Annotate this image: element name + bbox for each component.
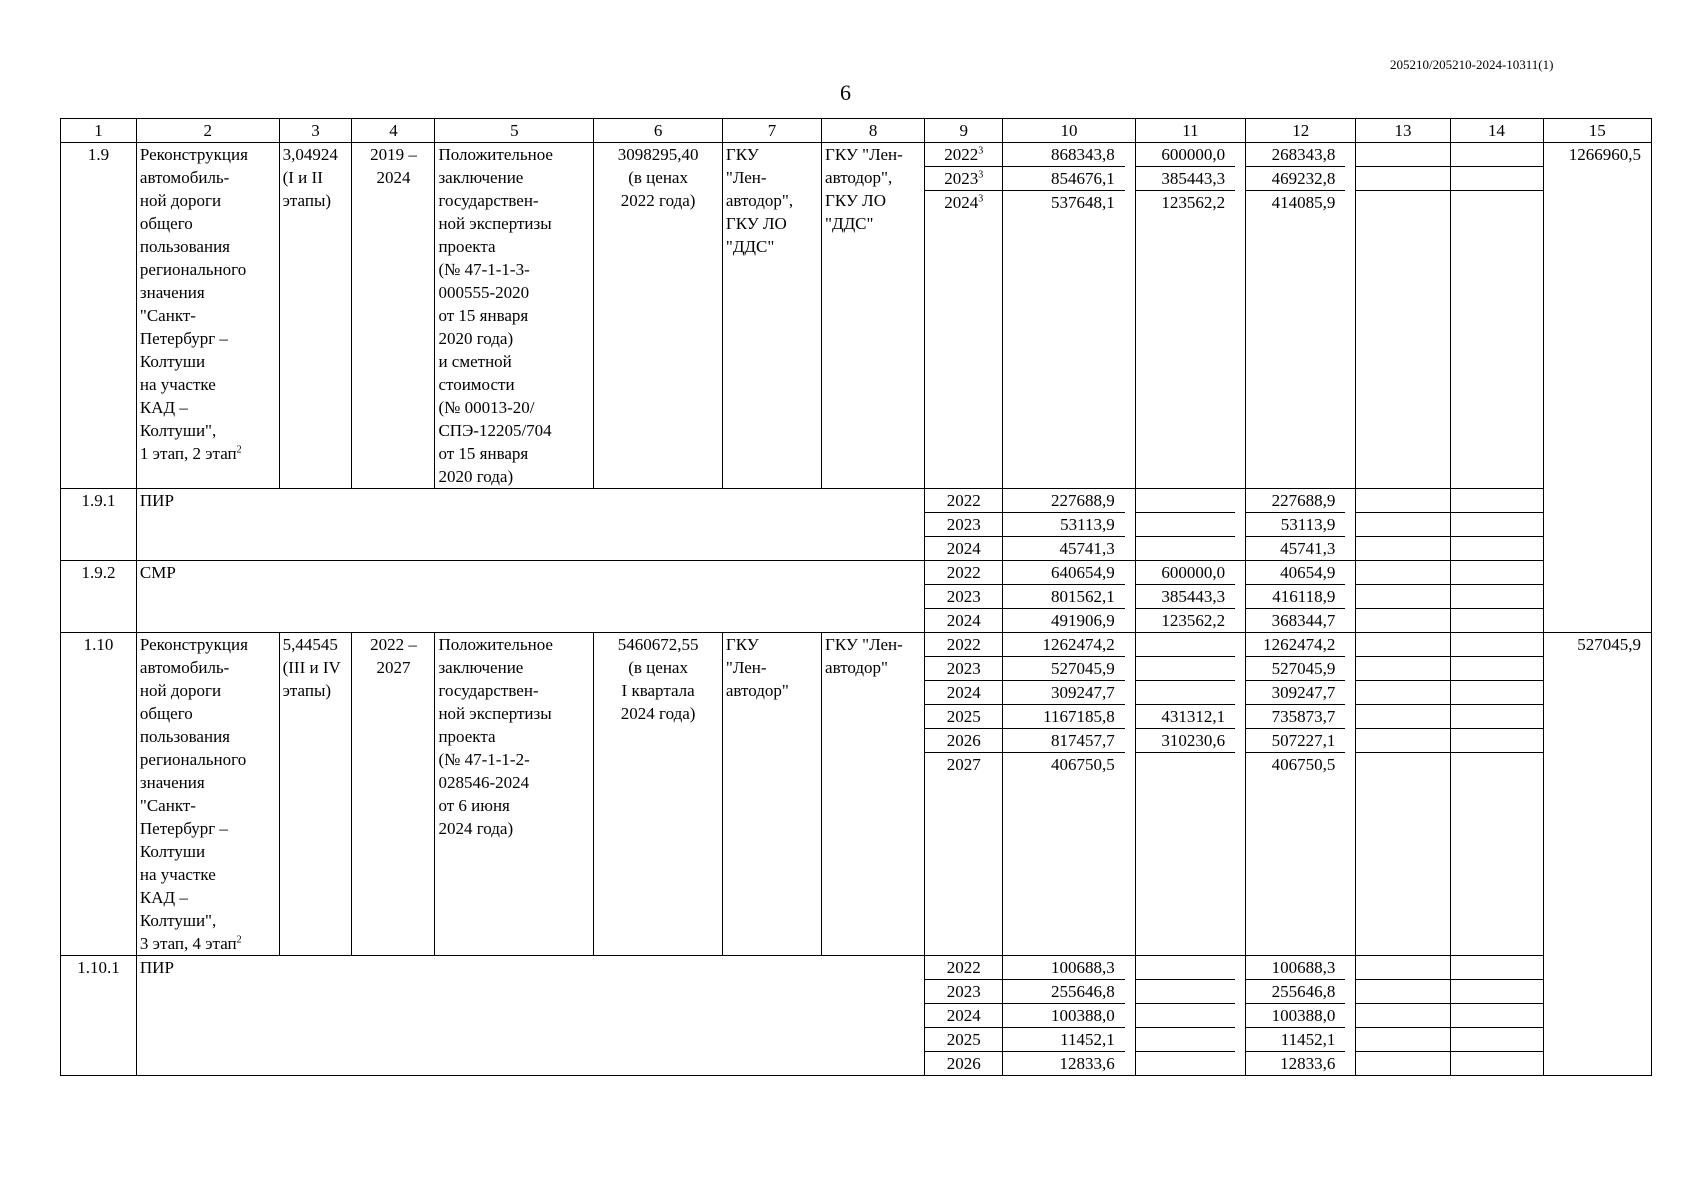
total-amount [1003,1004,1125,1028]
regional-amount-value: 406750,5 [1271,755,1336,774]
regional-amount [1246,609,1345,632]
year-value: 2024 [946,683,981,702]
year [925,513,1002,537]
column-number-row [61,119,1652,143]
total-amount-value: 1167185,8 [1043,707,1115,726]
total-amount [1003,633,1125,657]
col13-line [1356,167,1449,191]
column-number: 3 [279,119,352,143]
total-amount [1003,705,1125,729]
regional-amount [1246,980,1345,1004]
total-amount [1003,729,1125,753]
col13-line [1356,143,1449,167]
col14-line-cell [1450,956,1543,1076]
year-value: 2022 [944,145,979,164]
total-amount [1003,513,1125,537]
year-value: 2024 [946,539,981,558]
year-value: 2027 [946,755,981,774]
federal-amount-value: 431312,1 [1161,707,1226,726]
year-value: 2024 [946,611,981,630]
regional-amount [1246,1028,1345,1052]
sub-row-number: 1.9.2 [61,561,137,633]
sub-row-number: 1.9.1 [61,489,137,561]
year [925,657,1002,681]
year-cell [925,956,1003,1076]
year [925,1052,1002,1075]
year [925,609,1002,632]
col14-line [1451,1028,1543,1052]
regional-amount-value: 507227,1 [1271,731,1336,750]
federal-amount [1136,705,1235,729]
col13-line [1356,585,1449,609]
year [925,143,1002,167]
regional-amount [1246,561,1345,585]
total-amount-value: 227688,9 [1051,491,1115,510]
federal-amount [1136,143,1235,167]
total-amount [1003,980,1125,1004]
year [925,489,1002,513]
federal-amount [1136,489,1235,513]
regional-amount-value: 227688,9 [1271,491,1336,510]
regional-amount-value: 368344,7 [1271,611,1336,630]
col14-line [1451,729,1543,753]
total-amount [1003,657,1125,681]
col13-line [1356,489,1449,513]
year [925,705,1002,729]
regional-amount [1246,705,1345,729]
year [925,753,1002,776]
col13-line-cell [1356,489,1450,561]
total-amount [1003,753,1125,776]
year [925,1004,1002,1028]
total-amount-value: 1262474,2 [1042,635,1115,654]
col13-line [1356,191,1449,214]
federal-amount [1136,1004,1235,1028]
column-number: 13 [1356,119,1450,143]
year [925,537,1002,560]
year-cell [925,143,1003,489]
total-amount [1003,585,1125,609]
federal-amount-value: 123562,2 [1161,193,1226,212]
regional-amount [1246,143,1345,167]
col14-line [1451,561,1543,585]
year-value: 2022 [946,491,981,510]
federal-amount [1136,513,1235,537]
column-number: 8 [822,119,925,143]
col14-line [1451,513,1543,537]
regional-amount-cell [1246,561,1356,633]
implementation-period: 2019 – 2024 [352,143,435,489]
col14-line [1451,1004,1543,1028]
regional-amount-value: 53113,9 [1280,515,1336,534]
year-value: 2024 [946,1006,981,1025]
row-number: 1.9 [61,143,137,489]
regional-amount [1246,537,1345,560]
col13-line-cell [1356,143,1450,489]
regional-amount-value: 255646,8 [1271,982,1336,1001]
column-number: 12 [1246,119,1356,143]
total-amount-value: 537648,1 [1051,193,1115,212]
col14-line [1451,143,1543,167]
page-number: 6 [840,80,851,105]
year [925,681,1002,705]
footnote-marker: 3 [978,193,984,205]
column-number: 10 [1003,119,1136,143]
column-number: 9 [925,119,1003,143]
total-amount-value: 12833,6 [1059,1054,1115,1073]
regional-amount-value: 309247,7 [1271,683,1336,702]
total-amount [1003,167,1125,191]
col13-line [1356,729,1449,753]
federal-amount [1136,956,1235,980]
federal-amount-value: 385443,3 [1161,169,1226,188]
total-amount-value: 640654,9 [1051,563,1115,582]
year-value: 2022 [946,635,981,654]
regional-amount [1246,1052,1345,1075]
object-name [136,143,279,489]
road-length: 5,44545 (III и IV этапы) [279,633,352,956]
col14-line-cell [1450,633,1543,956]
federal-amount [1136,191,1235,214]
regional-amount-value: 735873,7 [1271,707,1336,726]
col13-line [1356,609,1449,632]
total-amount [1003,1052,1125,1075]
total-amount-value: 406750,5 [1051,755,1115,774]
col13-line [1356,1004,1449,1028]
total-amount-value: 527045,9 [1051,659,1115,678]
year-value: 2023 [946,587,981,606]
total-amount-cell [1003,561,1136,633]
total-amount [1003,956,1125,980]
total-amount-cell [1003,956,1136,1076]
col14-line [1451,489,1543,513]
total-amount-cell [1003,143,1136,489]
regional-amount-value: 100688,3 [1271,958,1336,977]
column-number: 15 [1543,119,1651,143]
federal-amount [1136,561,1235,585]
col14-line [1451,1052,1543,1075]
col13-line-cell [1356,956,1450,1076]
col14-line [1451,609,1543,632]
sub-item-name: ПИР [136,956,924,1076]
total-amount-value: 309247,7 [1051,683,1115,702]
regional-amount-value: 527045,9 [1271,659,1336,678]
col14-line-cell [1450,561,1543,633]
subproject-row [61,956,1652,1076]
col14-line [1451,537,1543,560]
regional-amount [1246,633,1345,657]
total-amount-value: 801562,1 [1051,587,1115,606]
year [925,167,1002,191]
regional-amount [1246,729,1345,753]
state-customer: ГКУ "Лен- автодор" [722,633,821,956]
regional-amount-value: 268343,8 [1271,145,1336,164]
implementation-period: 2022 – 2027 [352,633,435,956]
total-amount-value: 53113,9 [1060,515,1115,534]
year [925,729,1002,753]
col13-line [1356,753,1449,776]
footnote-marker: 3 [978,145,984,157]
road-length: 3,04924 (I и II этапы) [279,143,352,489]
column-number: 5 [435,119,594,143]
total-amount-value: 817457,7 [1051,731,1115,750]
regional-amount-cell [1246,143,1356,489]
regional-amount-value: 11452,1 [1280,1030,1336,1049]
year-value: 2025 [946,707,981,726]
year-value: 2023 [946,515,981,534]
col13-line [1356,513,1449,537]
total-amount-value: 868343,8 [1051,145,1115,164]
federal-amount [1136,633,1235,657]
year [925,633,1002,657]
column-15-value: 1266960,5 [1543,143,1651,633]
sub-item-name: СМР [136,561,924,633]
regional-amount-value: 45741,3 [1280,539,1336,558]
year-value: 2023 [946,659,981,678]
federal-amount-value: 600000,0 [1161,145,1226,164]
col13-line [1356,657,1449,681]
column-number: 6 [594,119,723,143]
regional-amount [1246,513,1345,537]
state-customer: ГКУ "Лен- автодор", ГКУ ЛО "ДДС" [722,143,821,489]
col14-line [1451,167,1543,191]
total-amount-value: 11452,1 [1060,1030,1115,1049]
total-amount-value: 45741,3 [1059,539,1115,558]
federal-amount [1136,609,1235,632]
year-value: 2023 [944,169,979,188]
federal-amount-value: 310230,6 [1161,731,1226,750]
regional-amount-value: 469232,8 [1271,169,1336,188]
col13-line-cell [1356,633,1450,956]
developer: ГКУ "Лен- автодор", ГКУ ЛО "ДДС" [822,143,925,489]
year-cell [925,633,1003,956]
regional-amount-value: 100388,0 [1271,1006,1336,1025]
total-amount [1003,681,1125,705]
regional-amount [1246,956,1345,980]
regional-amount [1246,167,1345,191]
footnote-marker: 2 [236,934,242,946]
col14-line [1451,753,1543,776]
total-amount-value: 255646,8 [1051,982,1115,1001]
col13-line-cell [1356,561,1450,633]
federal-amount [1136,585,1235,609]
total-amount [1003,609,1125,632]
federal-amount-cell [1135,561,1245,633]
federal-amount-value: 600000,0 [1161,563,1226,582]
year-value: 2026 [946,731,981,750]
federal-amount [1136,980,1235,1004]
object-name-text: Реконструкция автомобиль- ной дороги общего пользования регионального значения "Санкт- Петербург – Колтуши на участке КАД – Колтуши", 3 этап, 4 этап [139,635,248,953]
total-amount-value: 100388,0 [1051,1006,1115,1025]
total-amount [1003,489,1125,513]
federal-amount [1136,1028,1235,1052]
column-number: 11 [1135,119,1245,143]
col14-line [1451,585,1543,609]
object-name [136,633,279,956]
regional-amount-cell [1246,489,1356,561]
col14-line [1451,980,1543,1004]
regional-amount [1246,681,1345,705]
federal-amount [1136,681,1235,705]
subproject-row [61,561,1652,633]
subproject-row [61,489,1652,561]
column-number: 4 [352,119,435,143]
col13-line [1356,705,1449,729]
federal-amount-cell [1135,489,1245,561]
federal-amount-cell [1135,956,1245,1076]
year-value: 2025 [946,1030,981,1049]
col13-line [1356,980,1449,1004]
regional-amount [1246,657,1345,681]
total-amount [1003,191,1125,214]
expertise-conclusion: Положительное заключение государствен- ной экспертизы проекта (№ 47-1-1-3- 000555-2020 от 15 января 2020 года) и сметной стоимости (№ 00013-20/ СПЭ-12205/704 от 15 января 2020 года) [435,143,594,489]
total-amount [1003,1028,1125,1052]
federal-amount [1136,1052,1235,1075]
year-value: 2022 [946,958,981,977]
year-value: 2023 [946,982,981,1001]
col14-line [1451,191,1543,214]
federal-amount [1136,537,1235,560]
year [925,956,1002,980]
expertise-conclusion: Положительное заключение государствен- ной экспертизы проекта (№ 47-1-1-2- 028546-2024 от 6 июня 2024 года) [435,633,594,956]
col14-line [1451,633,1543,657]
year [925,585,1002,609]
federal-amount-value: 385443,3 [1161,587,1226,606]
year-cell [925,489,1003,561]
sub-item-name: ПИР [136,489,924,561]
object-name-text: Реконструкция автомобиль- ной дороги общего пользования регионального значения "Санкт- Петербург – Колтуши на участке КАД – Колтуши", 1 этап, 2 этап [139,145,248,463]
column-number: 1 [61,119,137,143]
federal-amount [1136,753,1235,776]
sub-row-number: 1.10.1 [61,956,137,1076]
regional-amount [1246,753,1345,776]
col14-line [1451,956,1543,980]
investment-table [60,118,1652,1076]
year [925,980,1002,1004]
col14-line-cell [1450,489,1543,561]
year-value: 2024 [944,193,979,212]
total-amount [1003,143,1125,167]
regional-amount [1246,585,1345,609]
developer: ГКУ "Лен- автодор" [822,633,925,956]
federal-amount [1136,657,1235,681]
total-amount-value: 854676,1 [1051,169,1115,188]
total-amount [1003,537,1125,560]
total-amount [1003,561,1125,585]
regional-amount-value: 414085,9 [1271,193,1336,212]
regional-amount-cell [1246,956,1356,1076]
year-cell [925,561,1003,633]
footnote-marker: 2 [236,444,242,456]
col14-line [1451,705,1543,729]
total-amount-cell [1003,633,1136,956]
footnote-marker: 3 [978,169,984,181]
regional-amount [1246,489,1345,513]
total-amount-cell [1003,489,1136,561]
regional-amount [1246,1004,1345,1028]
column-15-value: 527045,9 [1543,633,1651,1076]
project-row [61,143,1652,489]
col13-line [1356,1052,1449,1075]
estimated-cost: 3098295,40 (в ценах 2022 года) [594,143,723,489]
regional-amount-value: 12833,6 [1280,1054,1336,1073]
federal-amount-cell [1135,143,1245,489]
column-number: 7 [722,119,821,143]
row-number: 1.10 [61,633,137,956]
year-value: 2022 [946,563,981,582]
col13-line [1356,956,1449,980]
col13-line [1356,561,1449,585]
col13-line [1356,633,1449,657]
regional-amount [1246,191,1345,214]
federal-amount-cell [1135,633,1245,956]
year [925,561,1002,585]
total-amount-value: 491906,9 [1051,611,1115,630]
project-row [61,633,1652,956]
year-value: 2026 [946,1054,981,1073]
regional-amount-value: 416118,9 [1272,587,1336,606]
col13-line [1356,681,1449,705]
column-number: 2 [136,119,279,143]
col14-line [1451,657,1543,681]
col14-line-cell [1450,143,1543,489]
federal-amount-value: 123562,2 [1161,611,1226,630]
federal-amount [1136,729,1235,753]
col13-line [1356,1028,1449,1052]
col14-line [1451,681,1543,705]
year [925,191,1002,214]
regional-amount-value: 1262474,2 [1263,635,1336,654]
document-id: 205210/205210-2024-10311(1) [1390,57,1554,72]
year [925,1028,1002,1052]
regional-amount-value: 40654,9 [1280,563,1336,582]
col13-line [1356,537,1449,560]
column-number: 14 [1450,119,1543,143]
federal-amount [1136,167,1235,191]
estimated-cost: 5460672,55 (в ценах I квартала 2024 года) [594,633,723,956]
regional-amount-cell [1246,633,1356,956]
total-amount-value: 100688,3 [1051,958,1115,977]
